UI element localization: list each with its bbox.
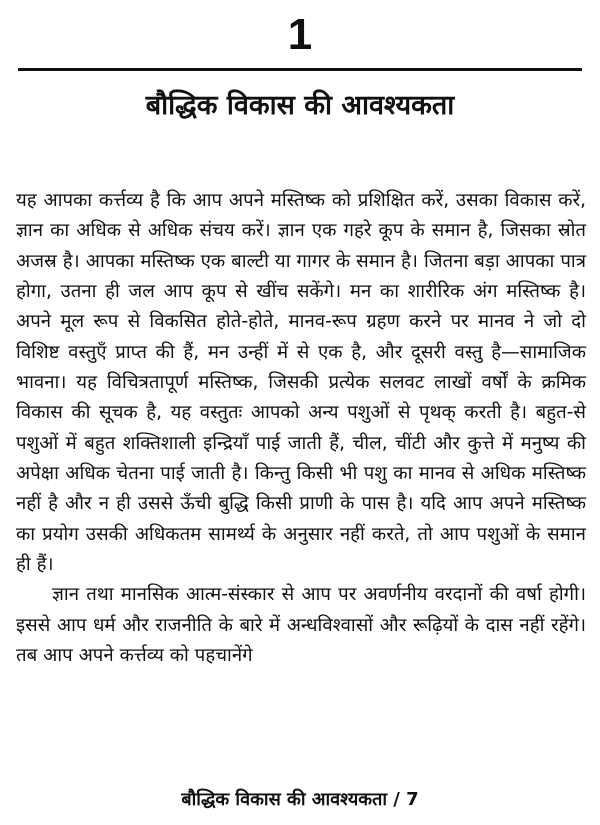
paragraph: ज्ञान तथा मानसिक आत्म-संस्कार से आप पर अवर्णनीय वरदानों की वर्षा होगी। इससे आप धर्म और राजनीति के बारे में अन्धविश्वासों और रूढ़ियों के दास नहीं रहेंगे। तब आप अपने कर्त्तव्य को पहचानेंगे <box>16 584 586 667</box>
chapter-number: 1 <box>287 10 313 59</box>
title-divider <box>18 68 582 71</box>
page-footer: बौद्धिक विकास की आवश्यकता / 7 <box>181 789 419 810</box>
body-text <box>16 186 586 672</box>
paragraph: यह आपका कर्त्तव्य है कि आप अपने मस्तिष्क को प्रशिक्षित करें, उसका विकास करें, ज्ञान का अधिक से अधिक संचय करें। ज्ञान एक गहरे कूप के समान है, जिसका स्रोत अजस्र है। आपका मस्तिष्क एक बाल्टी या गागर के समान है। जितना बड़ा आपका पात्र होगा, उतना ही जल आप कूप से खींच सकेंगे। मन का शारीरिक अंग मस्तिष्क है। अपने मूल रूप से विकसित होते-होते, मानव-रूप ग्रहण करने पर मानव ने जो दो विशिष्ट वस्तुएँ प्राप्त की हैं, मन उन्हीं में से एक है, और दूसरी वस्तु है—सामाजिक भावना। यह विचित्रतापूर्ण मस्तिष्क, जिसकी प्रत्येक सलवट लाखों वर्षों के क्रमिक विकास की सूचक है, यह वस्तुतः आपको अन्य पशुओं से पृथक् करती है। बहुत-से पशुओं में बहुत शक्तिशाली इन्द्रियाँ पाई जाती हैं, चील, चींटी और कुत्ते में मनुष्य की अपेक्षा अधिक चेतना पाई जाती है। किन्तु किसी भी पशु का मानव से अधिक मस्तिष्क नहीं है और न ही उससे ऊँची बुद्धि किसी प्राणी के पास है। यदि आप अपने मस्तिष्क का प्रयोग उसकी अधिकतम सामर्थ्य के अनुसार नहीं करते, तो आप पशुओं के समान ही हैं। <box>16 190 586 576</box>
chapter-title: बौद्धिक विकास की आवश्यकता <box>145 90 455 121</box>
